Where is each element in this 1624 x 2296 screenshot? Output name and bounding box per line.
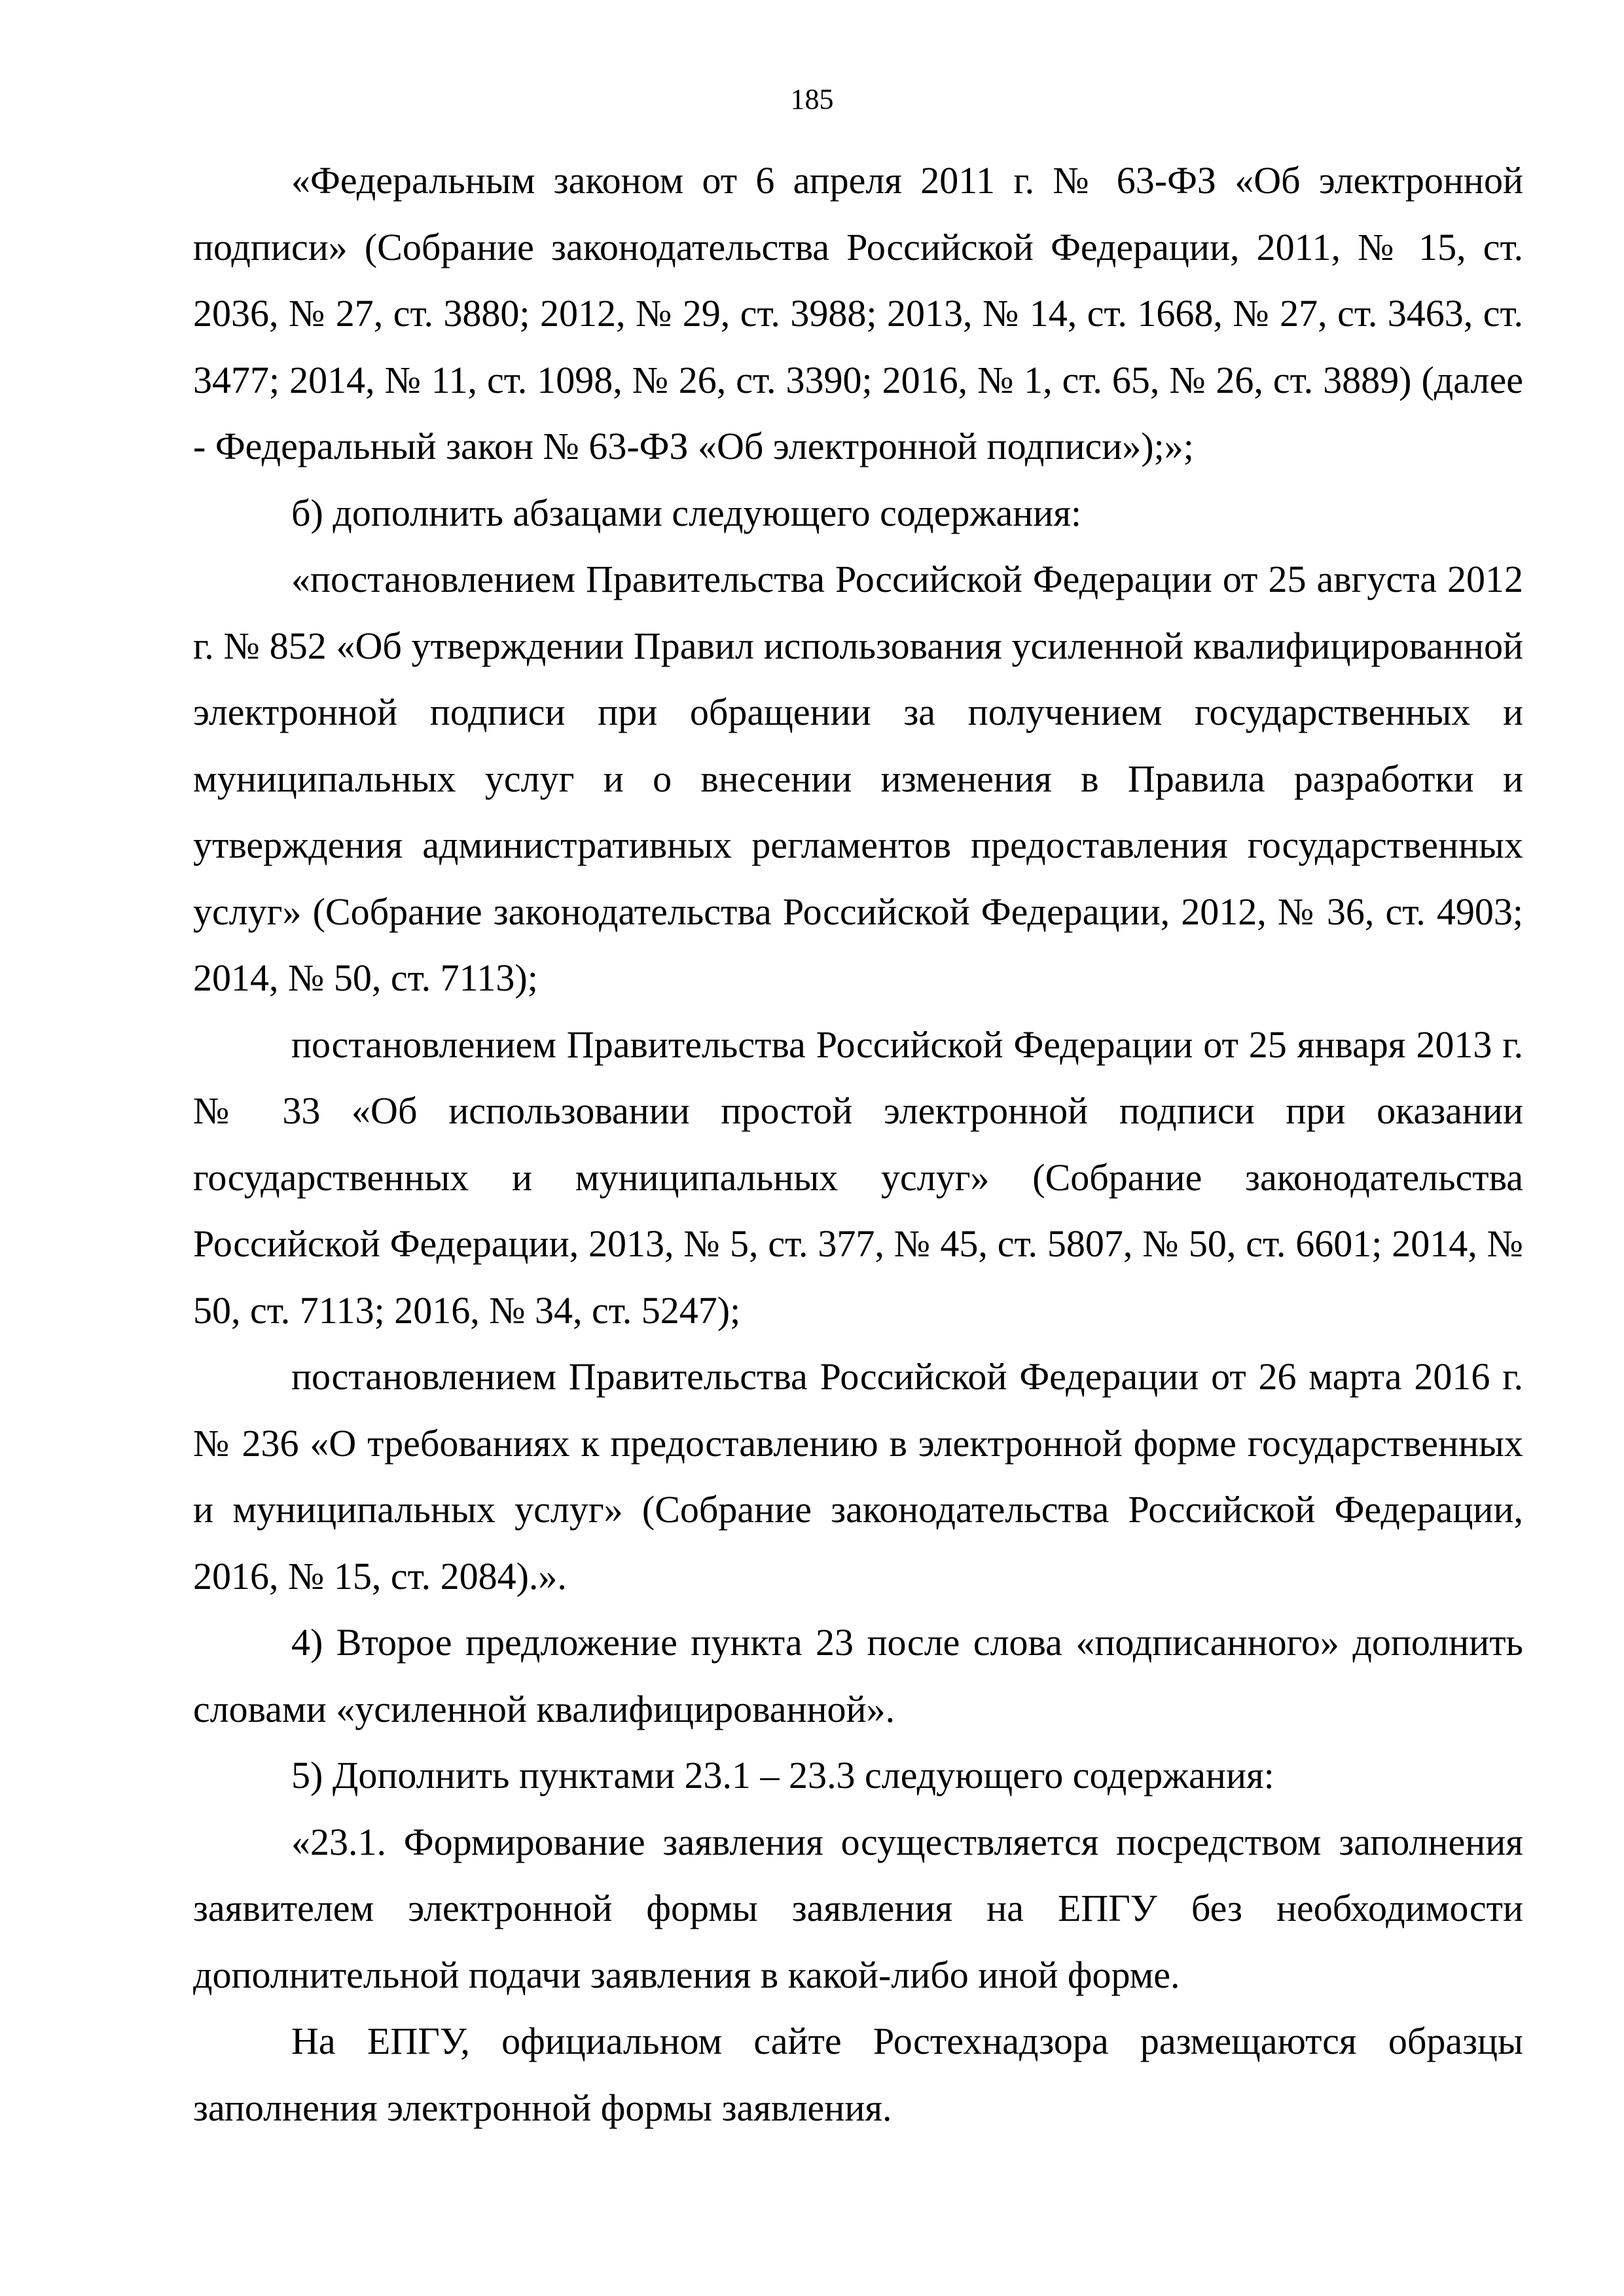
paragraph-resolution-236: постановлением Правительства Российской Федерации от 26 марта 2016 г. № 236 «О требованиях к предоставлению в электронной форме государственных и муниципальных услуг» (Собрание законодательства Российской Федерации, 2016, № 15, ст. 2084).». [193, 1355, 1523, 1597]
paragraph-resolution-33: постановлением Правительства Российской Федерации от 25 января 2013 г. № 33 «Об использовании простой электронной подписи при оказании государственных и муниципальных услуг» (Собрание законодательства Российской Федерации, 2013, № 5, ст. 377, № 45, ст. 5807, № 50, ст. 6601; 2014, № 50, ст. 7113; 2016, № 34, ст. 5247); [193, 1023, 1523, 1332]
paragraph-23-1: «23.1. Формирование заявления осуществляется посредством заполнения заявителем электронной формы заявления на ЕПГУ без необходимости дополнительной подачи заявления в какой-либо иной форме. [193, 1820, 1523, 1996]
paragraph-epgu-samples: На ЕПГУ, официальном сайте Ростехнадзора размещаются образцы заполнения электронной формы заявления. [193, 2020, 1523, 2129]
paragraph-item-4: 4) Второе предложение пункта 23 после слова «подписанного» дополнить словами «усиленной квалифицированной». [193, 1621, 1523, 1730]
paragraph-item-5: 5) Дополнить пунктами 23.1 – 23.3 следующего содержания: [291, 1754, 1274, 1796]
paragraph-federal-law-63: «Федеральным законом от 6 апреля 2011 г. № 63-ФЗ «Об электронной подписи» (Собрание законодательства Российской Федерации, 2011, № 15, ст. 2036, № 27, ст. 3880; 2012, № 29, ст. 3988; 2013, № 14, ст. 1668, № 27, ст. 3463, ст. 3477; 2014, № 11, ст. 1098, № 26, ст. 3390; 2016, № 1, ст. 65, № 26, ст. 3889) (далее - Федеральный закон № 63-ФЗ «Об электронной подписи»);»; [193, 159, 1523, 467]
document-body [193, 147, 1523, 2141]
page-number: 185 [790, 83, 834, 115]
paragraph-resolution-852: «постановлением Правительства Российской Федерации от 25 августа 2012 г. № 852 «Об утверждении Правил использования усиленной квалифицированной электронной подписи при обращении за получением государственных и муниципальных услуг и о внесении изменения в Правила разработки и утверждения административных регламентов предоставления государственных услуг» (Собрание законодательства Российской Федерации, 2012, № 36, ст. 4903; 2014, № 50, ст. 7113); [193, 558, 1523, 999]
paragraph-add-clauses: б) дополнить абзацами следующего содержания: [291, 491, 1082, 534]
